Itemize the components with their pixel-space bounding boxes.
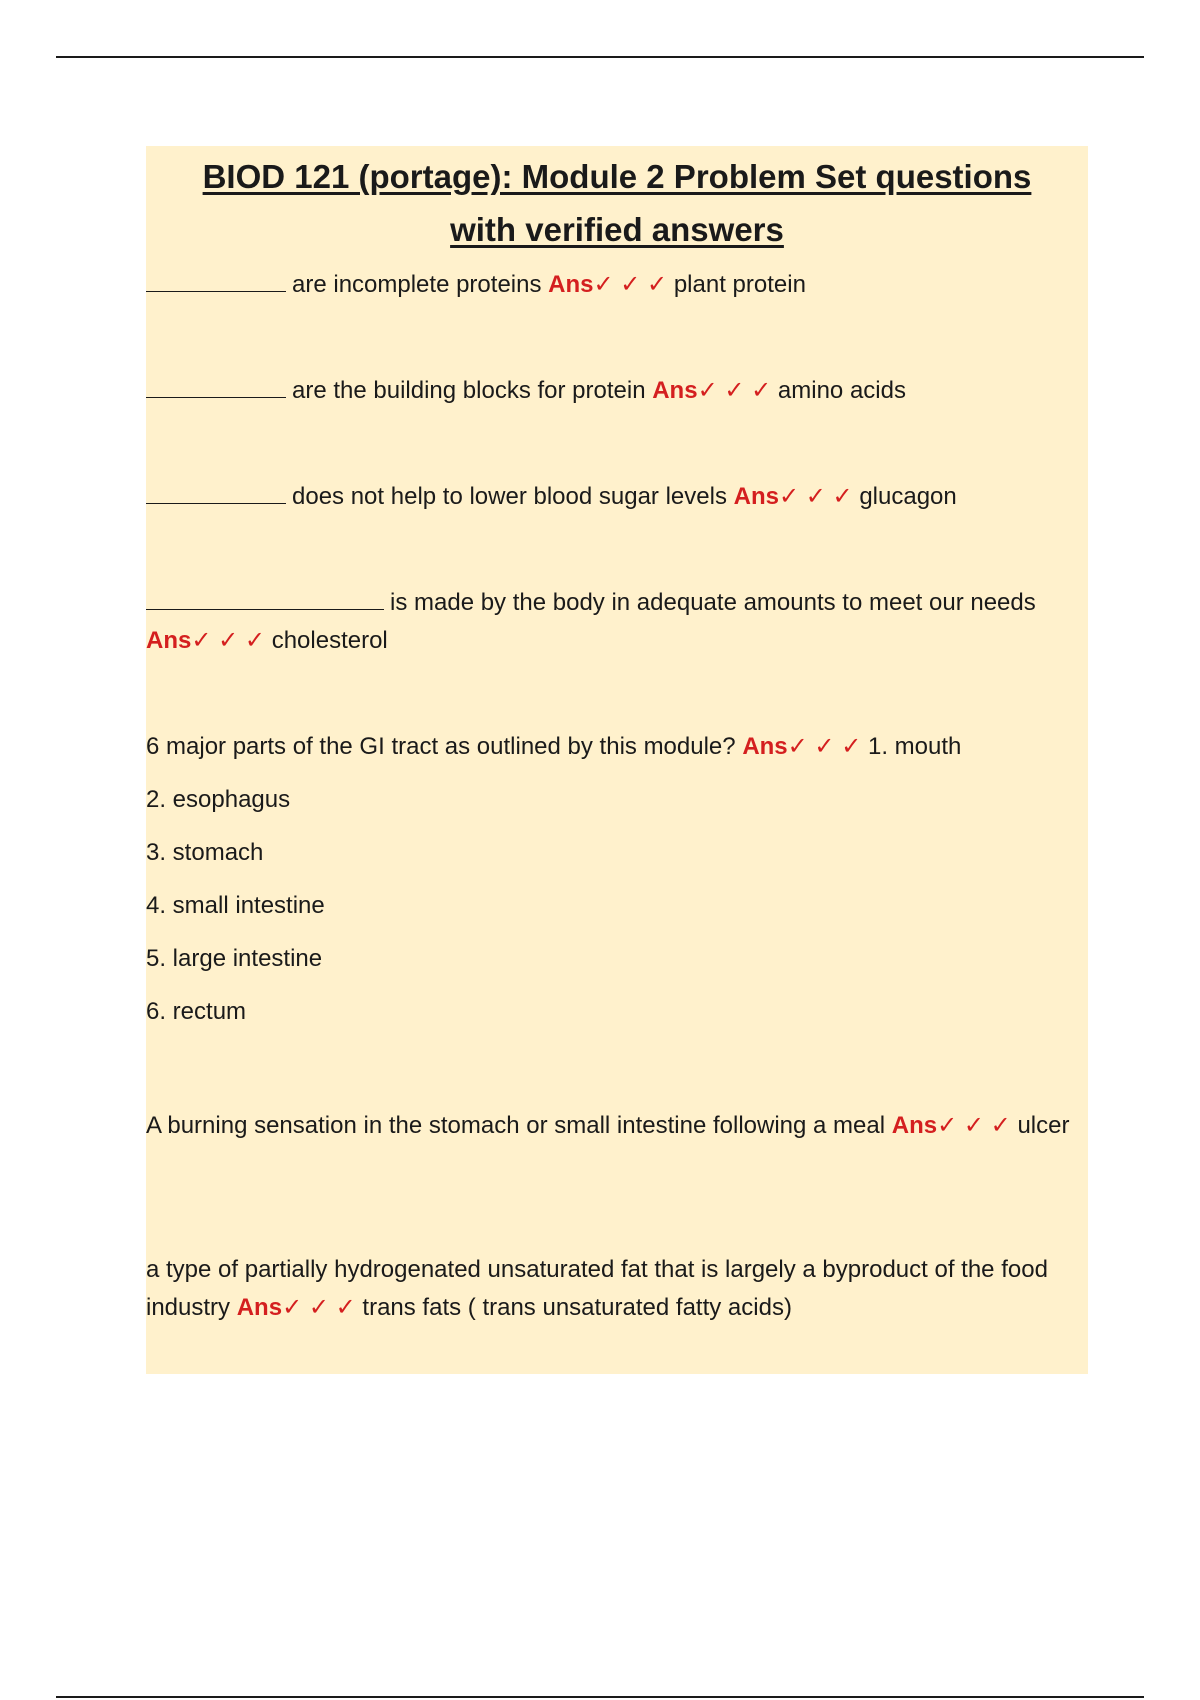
- check-marks: ✓ ✓ ✓: [282, 1294, 356, 1321]
- check-marks: ✓ ✓ ✓: [593, 271, 668, 298]
- question-prompt: 6 major parts of the GI tract as outlined by this module?: [146, 733, 736, 760]
- question-2: [146, 372, 1076, 410]
- question-5: [146, 728, 1076, 766]
- question-1: [146, 266, 1076, 304]
- answer-marker: Ans: [236, 1294, 283, 1321]
- question-answer: ulcer: [1017, 1112, 1070, 1139]
- question-prompt: does not help to lower blood sugar levels: [292, 483, 727, 510]
- question-prompt: is made by the body in adequate amounts to meet our needs: [390, 589, 1036, 616]
- check-marks: ✓ ✓ ✓: [191, 627, 266, 654]
- answer-blank: [146, 587, 384, 610]
- answer-marker: Ans: [146, 627, 192, 654]
- list-item: 3. stomach: [146, 839, 264, 866]
- answer-blank: [146, 269, 286, 292]
- question-answer: trans fats ( trans unsaturated fatty acids): [362, 1294, 792, 1321]
- answer-blank: [146, 481, 286, 504]
- document-title: BIOD 121 (portage): Module 2 Problem Set questions with verified answers: [202, 158, 1032, 248]
- question-prompt: A burning sensation in the stomach or small intestine following a meal: [146, 1112, 886, 1139]
- answer-marker: Ans: [652, 377, 698, 404]
- answer-marker: Ans: [733, 483, 779, 510]
- check-marks: ✓ ✓ ✓: [787, 733, 862, 760]
- question-4: [146, 584, 1076, 660]
- answer-marker: Ans: [548, 271, 594, 298]
- answer-marker: Ans: [891, 1112, 938, 1139]
- question-answer: amino acids: [777, 377, 906, 404]
- list-item: 4. small intestine: [146, 892, 325, 919]
- answer-blank: [146, 375, 286, 398]
- question-answer: glucagon: [859, 483, 957, 510]
- list-item: 5. large intestine: [146, 945, 323, 972]
- list-item: 2. esophagus: [146, 786, 291, 813]
- question-7: [146, 1251, 1076, 1327]
- header-rule: [56, 56, 1144, 58]
- gi-tract-list: [146, 781, 325, 1046]
- question-prompt: are incomplete proteins: [292, 271, 542, 298]
- problem-set-panel: [146, 146, 1088, 1374]
- question-answer: 1. mouth: [868, 733, 962, 760]
- question-answer: plant protein: [673, 271, 806, 298]
- check-marks: ✓ ✓ ✓: [697, 377, 772, 404]
- check-marks: ✓ ✓ ✓: [937, 1112, 1011, 1139]
- question-prompt: a type of partially hydrogenated unsaturated fat that is largely a byproduct of the food industry: [146, 1256, 1048, 1321]
- question-prompt: are the building blocks for protein: [292, 377, 646, 404]
- check-marks: ✓ ✓ ✓: [778, 483, 853, 510]
- question-3: [146, 478, 1076, 516]
- question-6: [146, 1107, 1076, 1145]
- answer-marker: Ans: [742, 733, 788, 760]
- question-answer: cholesterol: [271, 627, 388, 654]
- footer-rule: [56, 1696, 1144, 1698]
- list-item: 6. rectum: [146, 998, 247, 1025]
